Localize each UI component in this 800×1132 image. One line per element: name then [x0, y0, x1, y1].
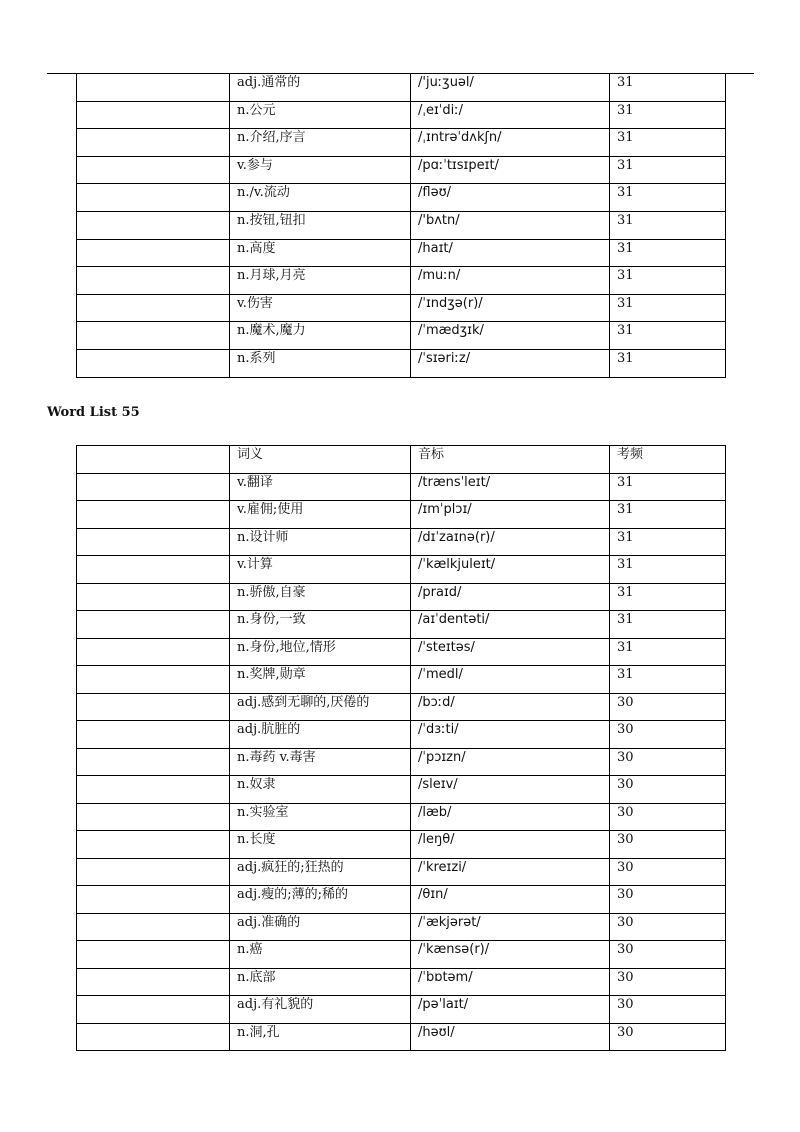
table-row [77, 996, 726, 1024]
table-row [77, 473, 726, 501]
meaning-cell: n./v.流动 [230, 184, 411, 212]
word-cell [77, 748, 230, 776]
frequency-cell: 31 [610, 349, 726, 377]
table-row [77, 267, 726, 295]
table-row [77, 156, 726, 184]
word-cell [77, 349, 230, 377]
frequency-cell: 31 [610, 666, 726, 694]
word-cell [77, 858, 230, 886]
word-cell [77, 322, 230, 350]
frequency-cell: 30 [610, 721, 726, 749]
table-header-row [77, 446, 726, 474]
word-cell [77, 638, 230, 666]
frequency-cell: 31 [610, 322, 726, 350]
frequency-cell: 31 [610, 638, 726, 666]
frequency-cell: 30 [610, 803, 726, 831]
word-cell [77, 666, 230, 694]
table-row [77, 556, 726, 584]
frequency-cell: 31 [610, 101, 726, 129]
phonetic-cell: /ˈmædʒɪk/ [411, 322, 610, 350]
word-cell [77, 886, 230, 914]
meaning-cell: n.系列 [230, 349, 411, 377]
word-cell [77, 776, 230, 804]
meaning-cell: n.介绍,序言 [230, 129, 411, 157]
meaning-cell: v.参与 [230, 156, 411, 184]
word-cell [77, 211, 230, 239]
frequency-cell: 31 [610, 239, 726, 267]
frequency-cell: 31 [610, 267, 726, 295]
phonetic-cell: /leŋθ/ [411, 831, 610, 859]
continued-word-table [76, 74, 726, 378]
header-frequency: 考频 [610, 446, 726, 474]
word-list-55-table-body [77, 473, 726, 1051]
phonetic-cell: /aɪˈdentəti/ [411, 611, 610, 639]
word-cell [77, 294, 230, 322]
meaning-cell: v.计算 [230, 556, 411, 584]
word-cell [77, 913, 230, 941]
meaning-cell: adj.肮脏的 [230, 721, 411, 749]
frequency-cell: 30 [610, 693, 726, 721]
phonetic-cell: /læb/ [411, 803, 610, 831]
phonetic-cell: /bɔːd/ [411, 693, 610, 721]
word-cell [77, 101, 230, 129]
word-cell [77, 501, 230, 529]
frequency-cell: 30 [610, 941, 726, 969]
meaning-cell: n.底部 [230, 968, 411, 996]
table-row [77, 294, 726, 322]
table-row [77, 583, 726, 611]
phonetic-cell: /ˈdɜːti/ [411, 721, 610, 749]
meaning-cell: n.身份,一致 [230, 611, 411, 639]
meaning-cell: adj.有礼貌的 [230, 996, 411, 1024]
word-cell [77, 941, 230, 969]
frequency-cell: 31 [610, 501, 726, 529]
word-cell [77, 129, 230, 157]
table-row [77, 74, 726, 101]
meaning-cell: v.伤害 [230, 294, 411, 322]
phonetic-cell: /ˈkreɪzi/ [411, 858, 610, 886]
meaning-cell: n.设计师 [230, 528, 411, 556]
table-row [77, 101, 726, 129]
word-cell [77, 996, 230, 1024]
frequency-cell: 31 [610, 129, 726, 157]
frequency-cell: 30 [610, 913, 726, 941]
word-list-55-table [76, 445, 726, 1051]
frequency-cell: 30 [610, 886, 726, 914]
table-row [77, 941, 726, 969]
table-row [77, 638, 726, 666]
meaning-cell: n.洞,孔 [230, 1023, 411, 1051]
phonetic-cell: /ˈkælkjuleɪt/ [411, 556, 610, 584]
meaning-cell: adj.感到无聊的,厌倦的 [230, 693, 411, 721]
frequency-cell: 31 [610, 294, 726, 322]
meaning-cell: n.奴隶 [230, 776, 411, 804]
phonetic-cell: /ˈɪndʒə(r)/ [411, 294, 610, 322]
frequency-cell: 30 [610, 858, 726, 886]
header-meaning: 词义 [230, 446, 411, 474]
phonetic-cell: /ˌeɪˈdiː/ [411, 101, 610, 129]
phonetic-cell: /ˈsteɪtəs/ [411, 638, 610, 666]
table-row [77, 528, 726, 556]
phonetic-cell: /pɑːˈtɪsɪpeɪt/ [411, 156, 610, 184]
meaning-cell: adj.通常的 [230, 74, 411, 101]
meaning-cell: adj.瘦的;薄的;稀的 [230, 886, 411, 914]
table-row [77, 501, 726, 529]
word-cell [77, 583, 230, 611]
frequency-cell: 31 [610, 211, 726, 239]
frequency-cell: 31 [610, 556, 726, 584]
meaning-cell: n.实验室 [230, 803, 411, 831]
phonetic-cell: /muːn/ [411, 267, 610, 295]
meaning-cell: n.按钮,钮扣 [230, 211, 411, 239]
meaning-cell: adj.疯狂的;狂热的 [230, 858, 411, 886]
meaning-cell: adj.准确的 [230, 913, 411, 941]
table-row [77, 776, 726, 804]
frequency-cell: 31 [610, 611, 726, 639]
phonetic-cell: /dɪˈzaɪnə(r)/ [411, 528, 610, 556]
frequency-cell: 30 [610, 968, 726, 996]
frequency-cell: 31 [610, 74, 726, 101]
table-row [77, 748, 726, 776]
table-row [77, 184, 726, 212]
table-row [77, 322, 726, 350]
phonetic-cell: /ˈpɔɪzn/ [411, 748, 610, 776]
table-row [77, 721, 726, 749]
meaning-cell: v.翻译 [230, 473, 411, 501]
table-row [77, 968, 726, 996]
word-cell [77, 968, 230, 996]
table-row [77, 666, 726, 694]
frequency-cell: 30 [610, 831, 726, 859]
table-row [77, 1023, 726, 1051]
word-cell [77, 556, 230, 584]
frequency-cell: 31 [610, 184, 726, 212]
word-cell [77, 528, 230, 556]
meaning-cell: n.奖牌,勋章 [230, 666, 411, 694]
word-cell [77, 693, 230, 721]
meaning-cell: n.公元 [230, 101, 411, 129]
phonetic-cell: /həʊl/ [411, 1023, 610, 1051]
phonetic-cell: /ˈbɒtəm/ [411, 968, 610, 996]
phonetic-cell: /ˈækjərət/ [411, 913, 610, 941]
frequency-cell: 30 [610, 996, 726, 1024]
phonetic-cell: /trænsˈleɪt/ [411, 473, 610, 501]
table-row [77, 831, 726, 859]
table-row [77, 129, 726, 157]
word-cell [77, 831, 230, 859]
word-cell [77, 267, 230, 295]
word-cell [77, 721, 230, 749]
phonetic-cell: /fləʊ/ [411, 184, 610, 212]
word-cell [77, 803, 230, 831]
meaning-cell: n.癌 [230, 941, 411, 969]
frequency-cell: 31 [610, 528, 726, 556]
table-row [77, 886, 726, 914]
frequency-cell: 31 [610, 583, 726, 611]
frequency-cell: 31 [610, 156, 726, 184]
frequency-cell: 30 [610, 748, 726, 776]
meaning-cell: n.魔术,魔力 [230, 322, 411, 350]
table-row [77, 803, 726, 831]
table-row [77, 211, 726, 239]
phonetic-cell: /ɪmˈplɔɪ/ [411, 501, 610, 529]
table-row [77, 349, 726, 377]
phonetic-cell: /θɪn/ [411, 886, 610, 914]
phonetic-cell: /haɪt/ [411, 239, 610, 267]
word-list-title: Word List 55 [47, 405, 140, 420]
table-row [77, 693, 726, 721]
meaning-cell: n.长度 [230, 831, 411, 859]
phonetic-cell: /praɪd/ [411, 583, 610, 611]
meaning-cell: n.骄傲,自豪 [230, 583, 411, 611]
word-cell [77, 184, 230, 212]
word-cell [77, 1023, 230, 1051]
continued-word-table-body [77, 74, 726, 377]
word-cell [77, 473, 230, 501]
meaning-cell: n.毒药 v.毒害 [230, 748, 411, 776]
word-cell [77, 611, 230, 639]
word-cell [77, 156, 230, 184]
meaning-cell: n.高度 [230, 239, 411, 267]
phonetic-cell: /pəˈlaɪt/ [411, 996, 610, 1024]
phonetic-cell: /'bʌtn/ [411, 211, 610, 239]
table-row [77, 611, 726, 639]
phonetic-cell: /ˈmedl/ [411, 666, 610, 694]
meaning-cell: v.雇佣;使用 [230, 501, 411, 529]
phonetic-cell: /'juːʒuəl/ [411, 74, 610, 101]
frequency-cell: 30 [610, 776, 726, 804]
frequency-cell: 30 [610, 1023, 726, 1051]
phonetic-cell: /ˈsɪəriːz/ [411, 349, 610, 377]
meaning-cell: n.月球,月亮 [230, 267, 411, 295]
table-row [77, 858, 726, 886]
header-word [77, 446, 230, 474]
header-phonetic: 音标 [411, 446, 610, 474]
phonetic-cell: /ˌɪntrəˈdʌkʃn/ [411, 129, 610, 157]
word-cell [77, 74, 230, 101]
phonetic-cell: /ˈkænsə(r)/ [411, 941, 610, 969]
frequency-cell: 31 [610, 473, 726, 501]
table-row [77, 239, 726, 267]
meaning-cell: n.身份,地位,情形 [230, 638, 411, 666]
word-cell [77, 239, 230, 267]
table-row [77, 913, 726, 941]
phonetic-cell: /sleɪv/ [411, 776, 610, 804]
